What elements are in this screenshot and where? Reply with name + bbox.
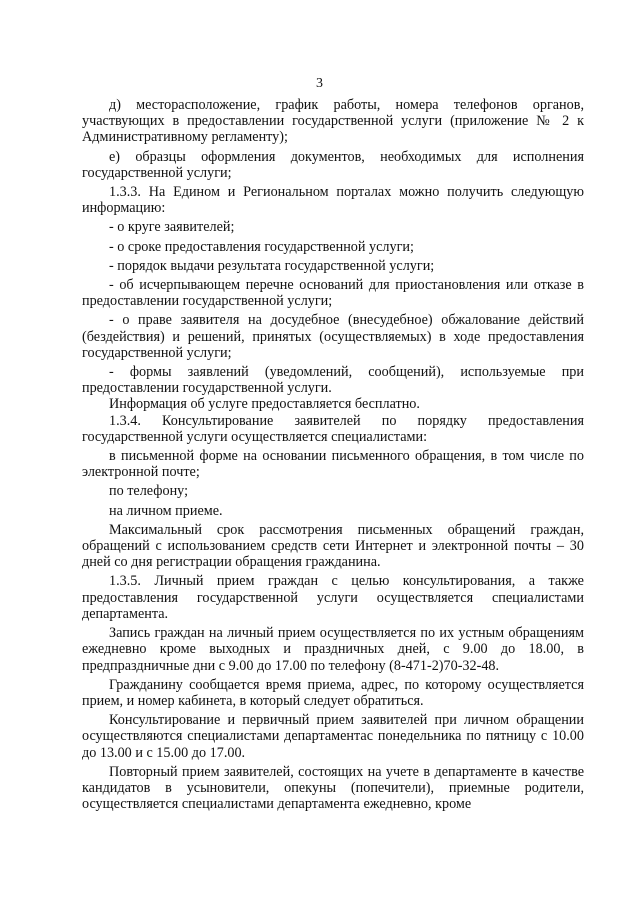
paragraph-consulting: 1.3.4. Консультирование заявителей по порядку предоставления государственной услуги осуществляется специалистами: xyxy=(82,412,584,445)
list-item-refusal-grounds: - об исчерпывающем перечне оснований для приостановления или отказе в предоставлении государственной услуги; xyxy=(82,277,584,310)
paragraph-in-person: на личном приеме. xyxy=(109,502,223,519)
paragraph-contact-info: д) месторасположение, график работы, номера телефонов органов, участвующих в предоставлении государственной услуги (приложение № 2 к Административному регламенту); xyxy=(82,97,584,146)
page-number: 3 xyxy=(316,76,323,91)
paragraph-document-samples: е) образцы оформления документов, необходимых для исполнения государственной услуги; xyxy=(82,148,584,181)
paragraph-appointment: Запись граждан на личный прием осуществляется по их устным обращениям ежедневно кроме выходных и праздничных дней, с 9.00 до 18.00, в предпраздничные дни с 9.00 до 17.00 по телефону (8-471-2)70-32-48. xyxy=(82,625,584,674)
paragraph-free-info: Информация об услуге предоставляется бесплатно. xyxy=(109,396,420,413)
paragraph-primary-reception: Консультирование и первичный прием заявителей при личном обращении осуществляются специалистами департаментас понедельника по пятницу с 10.00 до 13.00 и с 15.00 до 17.00. xyxy=(82,712,584,761)
paragraph-personal-reception: 1.3.5. Личный прием граждан с целью консультирования, а также предоставления государственной услуги осуществляется специалистами департамента. xyxy=(82,573,584,622)
paragraph-max-term: Максимальный срок рассмотрения письменных обращений граждан, обращений с использованием средств сети Интернет и электронной почты – 30 дней со дня регистрации обращения гражданина. xyxy=(82,521,584,571)
list-item-result-issuance: - порядок выдачи результата государственной услуги; xyxy=(109,257,435,274)
list-item-applicants: - о круге заявителей; xyxy=(109,219,235,236)
paragraph-by-phone: по телефону; xyxy=(109,483,189,500)
paragraph-written-form: в письменной форме на основании письменного обращения, в том числе по электронной почте; xyxy=(82,448,584,481)
paragraph-citizen-informed: Гражданину сообщается время приема, адрес, по которому осуществляется прием, и номер кабинета, в который следует обратиться. xyxy=(82,676,584,709)
page-body-text xyxy=(82,97,584,812)
list-item-service-term: - о сроке предоставления государственной услуги; xyxy=(109,238,414,255)
paragraph-portal-info: 1.3.3. На Едином и Региональном порталах можно получить следующую информацию: xyxy=(82,184,584,217)
paragraph-repeat-reception: Повторный прием заявителей, состоящих на учете в департаменте в качестве кандидатов в усыновители, опекуны (попечители), приемные родители, осуществляется специалистами департамента ежедневно, кроме xyxy=(82,763,584,813)
list-item-application-forms: - формы заявлений (уведомлений, сообщений), используемые при предоставлении государственной услуги. xyxy=(82,364,584,397)
list-item-appeal-rights: - о праве заявителя на досудебное (внесудебное) обжалование действий (бездействия) и решений, принятых (осуществляемых) в ходе предоставления государственной услуги; xyxy=(82,312,584,361)
